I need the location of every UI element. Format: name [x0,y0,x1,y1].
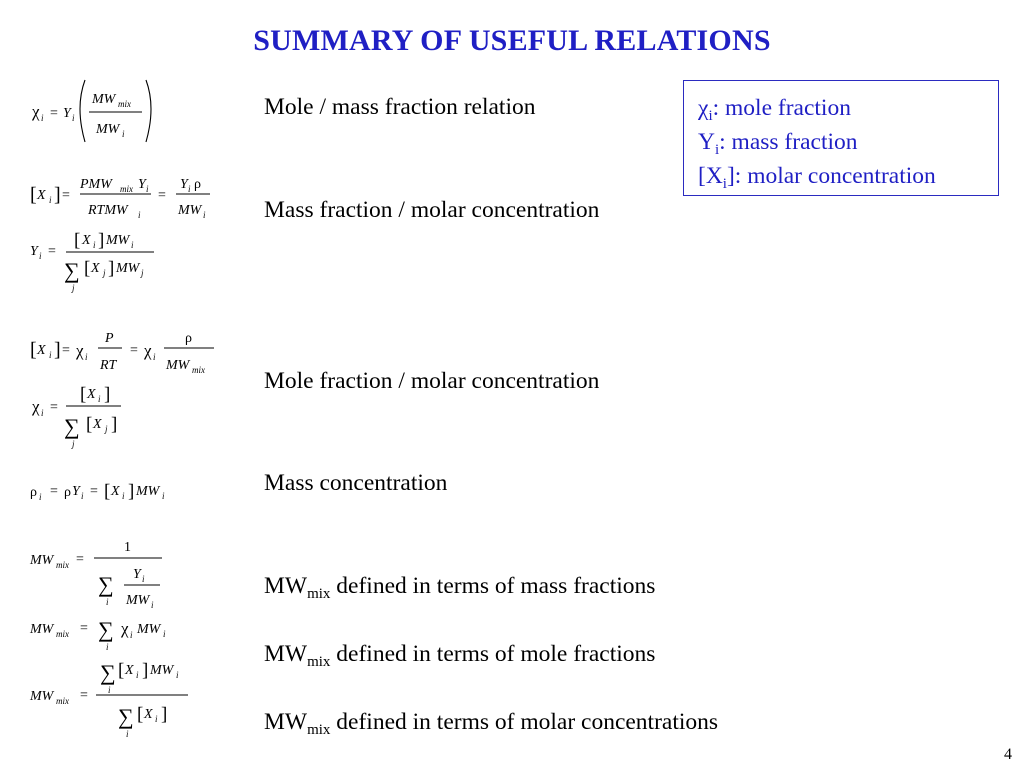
svg-text:i: i [176,670,179,680]
svg-text:i: i [136,670,139,680]
svg-text:i: i [146,184,149,194]
svg-text:j: j [72,283,75,293]
equation-mw-mix-mass-fractions [29,540,162,610]
svg-text:MW: MW [30,553,54,568]
svg-text:∑: ∑ [98,572,114,597]
svg-text:Y: Y [138,177,146,192]
svg-text:j: j [72,439,75,449]
svg-text:i: i [151,600,154,610]
svg-text:]: ] [54,339,61,361]
svg-text:Y: Y [30,244,38,259]
equation-mw-mix-molar-concentrations [29,660,188,739]
svg-text:]: ] [54,184,61,206]
svg-text:χ: χ [76,341,84,360]
svg-text:]: ] [142,660,149,681]
svg-text:ρ: ρ [194,177,201,192]
equation-mass-fraction-from-molar-concentration [30,230,154,293]
legend-text: ]: molar concentration [726,163,936,189]
svg-text:PMW: PMW [80,177,112,192]
svg-text:χ: χ [144,341,152,360]
legend-symbol: [X [698,163,723,189]
svg-text:[: [ [118,660,125,681]
svg-text:∑: ∑ [98,617,114,642]
equation-mole-mass-relation [31,80,151,142]
svg-text:mix: mix [56,560,69,570]
svg-text:mix: mix [192,365,205,375]
svg-text:mix: mix [56,696,69,706]
desc-mass-concentration: Mass concentration [264,470,448,496]
svg-text:X: X [125,663,134,678]
svg-text:MW: MW [166,358,190,373]
svg-text:X: X [91,261,100,276]
svg-text:i: i [106,597,109,607]
svg-text:MW: MW [126,593,150,608]
mw-rest: defined in terms of mass fractions [330,573,656,599]
svg-text:i: i [130,630,133,640]
svg-text:MW: MW [178,203,202,218]
svg-text:j: j [105,424,108,434]
svg-text:]: ] [111,414,118,435]
svg-text:[: [ [86,414,93,435]
mw-rest: defined in terms of mole fractions [330,641,656,667]
mw-base: MW [264,573,308,599]
svg-text:1: 1 [124,540,131,555]
svg-text:ρ: ρ [185,331,192,346]
svg-text:MW: MW [137,622,161,637]
svg-text:MW: MW [106,233,130,248]
page-number: 4 [1004,746,1012,763]
svg-text:[: [ [104,481,111,502]
svg-text:∑: ∑ [64,414,80,439]
svg-text:∑: ∑ [64,258,80,283]
equation-mass-concentration [30,481,165,502]
svg-text:=: = [130,343,138,358]
mw-base: MW [264,709,308,735]
svg-text:=: = [50,484,58,499]
svg-text:i: i [162,491,165,501]
legend-text: : mass fraction [719,129,858,155]
legend-text: : mole fraction [712,95,851,121]
svg-text:[: [ [30,184,37,206]
mw-sub: mix [307,654,331,670]
svg-text:P: P [105,331,114,346]
svg-text:MW: MW [30,622,54,637]
svg-text:]: ] [98,230,105,251]
svg-text:RTMW: RTMW [88,203,128,218]
svg-text:i: i [155,714,158,724]
legend-symbol: Y [698,129,715,155]
equation-molar-concentration-from-mole-fraction [30,331,214,375]
svg-text:i: i [153,352,156,362]
svg-text:X: X [93,417,102,432]
svg-text:=: = [50,400,58,415]
svg-text:χ: χ [121,619,129,638]
svg-text:mix: mix [56,629,69,639]
svg-text:[: [ [30,339,37,361]
svg-text:MW: MW [116,261,140,276]
mw-base: MW [264,641,308,667]
svg-text:i: i [72,113,75,123]
svg-text:=: = [80,688,88,703]
svg-text:χ: χ [32,397,40,416]
svg-text:MW: MW [30,689,54,704]
svg-text:X: X [82,233,91,248]
svg-text:∑: ∑ [118,704,134,729]
svg-text:]: ] [128,481,135,502]
svg-text:RT: RT [100,358,117,373]
svg-text:MW: MW [136,484,160,499]
svg-text:i: i [49,195,52,205]
svg-text:i: i [41,113,44,123]
svg-text:=: = [62,343,70,358]
svg-text:[: [ [80,384,87,405]
svg-text:j: j [103,268,106,278]
svg-text:i: i [203,210,206,220]
svg-text:=: = [50,106,58,121]
equation-mole-fraction-from-molar-concentration [31,384,121,449]
svg-text:X: X [144,707,153,722]
svg-text:]: ] [108,258,115,279]
svg-text:i: i [106,642,109,652]
svg-text:i: i [138,210,141,220]
mw-rest: defined in terms of molar concentrations [330,709,719,735]
svg-text:Y: Y [133,567,141,582]
mw-sub: mix [307,586,331,602]
slide-title: SUMMARY OF USEFUL RELATIONS [253,24,771,57]
svg-text:MW: MW [96,122,120,137]
svg-text:i: i [163,629,166,639]
equation-molar-concentration-from-mass-fraction [30,177,210,220]
svg-text:Y: Y [180,177,188,192]
legend-sub: i [714,142,720,158]
svg-text:i: i [81,491,84,501]
svg-text:i: i [39,251,42,261]
mw-sub: mix [307,722,331,738]
svg-text:X: X [111,484,120,499]
svg-text:i: i [93,240,96,250]
desc-mass-fraction-molar-concentration: Mass fraction / molar concentration [264,197,600,223]
svg-text:=: = [76,552,84,567]
svg-text:mix: mix [120,184,133,194]
svg-text:=: = [62,188,70,203]
legend-sub: i [722,176,727,192]
svg-text:χ: χ [32,102,40,121]
equation-mw-mix-mole-fractions [29,617,166,652]
svg-text:i: i [108,685,111,695]
svg-text:[: [ [84,258,91,279]
svg-text:MW: MW [150,663,174,678]
legend-sub: i [708,108,713,124]
desc-mole-fraction-molar-concentration: Mole fraction / molar concentration [264,368,600,394]
svg-text:i: i [188,184,191,194]
svg-text:[: [ [74,230,81,251]
svg-text:Y: Y [72,484,80,499]
svg-text:i: i [41,408,44,418]
svg-text:∑: ∑ [100,660,116,685]
svg-text:mix: mix [118,99,131,109]
svg-text:X: X [37,188,46,203]
svg-text:]: ] [104,384,111,405]
svg-text:ρ: ρ [64,485,71,500]
svg-text:ρ: ρ [30,485,37,500]
svg-text:i: i [122,491,125,501]
svg-text:i: i [142,574,145,584]
svg-text:=: = [80,621,88,636]
svg-text:MW: MW [92,92,116,107]
desc-mole-mass-fraction: Mole / mass fraction relation [264,94,536,120]
svg-text:X: X [37,343,46,358]
svg-text:i: i [39,492,42,502]
svg-text:X: X [87,387,96,402]
legend-symbol: χ [698,95,709,121]
svg-text:=: = [158,188,166,203]
svg-text:=: = [90,484,98,499]
svg-text:Y: Y [63,106,71,121]
svg-text:[: [ [137,704,144,725]
svg-text:j: j [141,268,144,278]
svg-text:]: ] [161,704,168,725]
svg-text:=: = [48,244,56,259]
svg-text:i: i [122,129,125,139]
svg-text:i: i [85,352,88,362]
svg-text:i: i [126,729,129,739]
svg-text:i: i [131,240,134,250]
svg-text:i: i [98,394,101,404]
svg-text:i: i [49,350,52,360]
